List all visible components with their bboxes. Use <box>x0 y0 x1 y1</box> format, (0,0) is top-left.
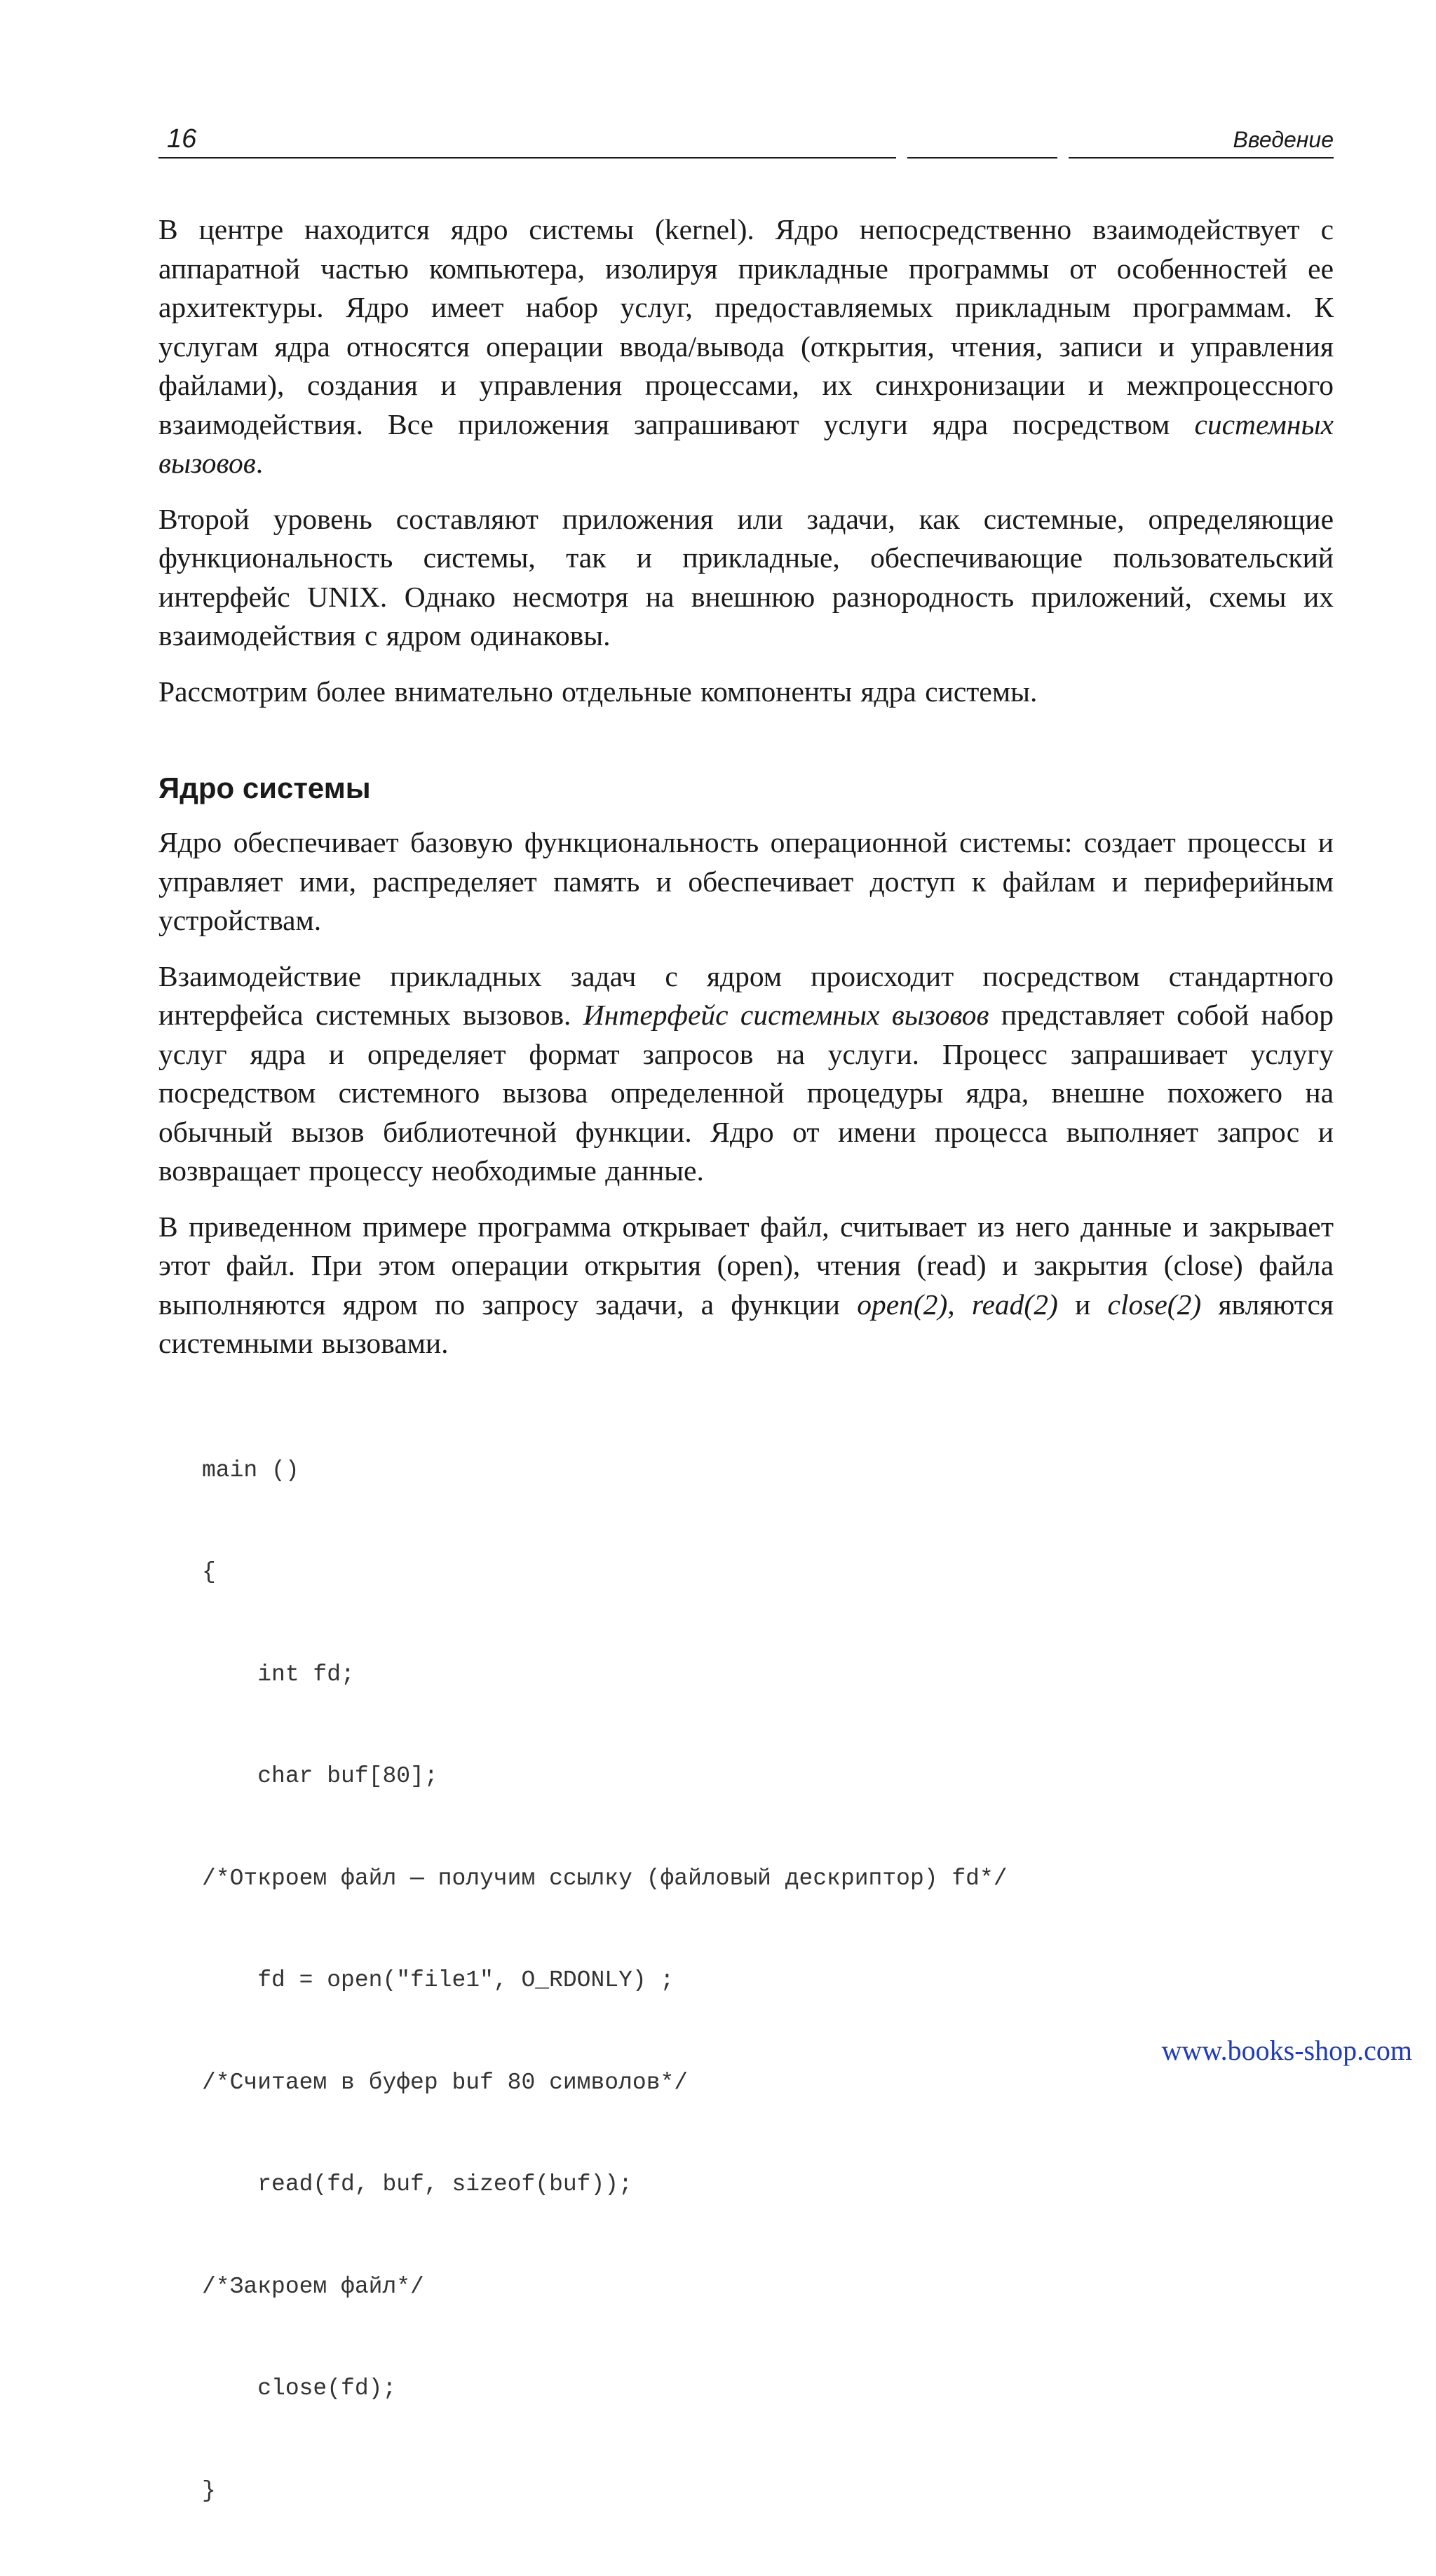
paragraph-second-level: Второй уровень составляют приложения или задачи, как системные, определяющие функциональность системы, так и прикладные, обеспечивающие пользовательский интерфейс UNIX. Однако несмотря на внешнюю разнородность приложений, схемы их взаимодействия с ядром одинаковы. <box>158 500 1334 656</box>
rule-gap <box>1057 156 1069 159</box>
emphasis-term: системных вызовов <box>158 408 1334 480</box>
code-line: int fd; <box>202 1658 1334 1692</box>
code-listing <box>202 1386 1334 2576</box>
page-header <box>158 118 1334 159</box>
section-heading: Ядро системы <box>158 769 1334 808</box>
code-line: fd = open("file1", O_RDONLY) ; <box>202 1964 1334 1998</box>
emphasis-function: close(2) <box>1108 1288 1202 1321</box>
emphasis-term: Интерфейс системных вызовов <box>583 999 989 1031</box>
code-line: { <box>202 1556 1334 1590</box>
paragraph-text: и <box>1058 1288 1108 1321</box>
code-line: /*Считаем в буфер buf 80 символов*/ <box>202 2066 1334 2100</box>
paragraph-kernel-provides: Ядро обеспечивает базовую функциональность операционной системы: создает процессы и управляет ими, распределяет память и обеспечивает доступ к файлам и периферийным устройствам. <box>158 823 1334 940</box>
paragraph-text: В приведенном примере программа открывает файл, считывает из него данные и закрывает этот файл. При этом операции открытия (open), чтения (read) и закрытия (close) файла выполняются ядром по запросу задачи, а функции <box>158 1211 1334 1321</box>
code-line: /*Откроем файл — получим ссылку (файловый дескриптор) fd*/ <box>202 1862 1334 1896</box>
running-head: Введение <box>1233 127 1334 153</box>
code-line: read(fd, buf, sizeof(buf)); <box>202 2168 1334 2202</box>
paragraph-text: . <box>256 447 263 479</box>
code-line: close(fd); <box>202 2372 1334 2406</box>
footer-url: www.books-shop.com <box>1162 2034 1412 2067</box>
paragraph-kernel-intro <box>158 210 1334 483</box>
paragraph-text: В центре находится ядро системы (kernel). Ядро непосредственно взаимодействует с аппаратной частью компьютера, изолируя прикладные программы от особенностей ее архитектуры. Ядро имеет набор услуг, предоставляемых прикладным программам. К услугам ядра относятся операции ввода/вывода (открытия, чтения, записи и управления файлами), создания и управления процессами, их синхронизации и межпроцессного взаимодействия. Все приложения запрашивают услуги ядра посредством <box>158 213 1334 440</box>
paragraph-text: являются системными вызовами. <box>158 1288 1334 1360</box>
code-line: } <box>202 2474 1334 2509</box>
paragraph-text: представляет собой набор услуг ядра и определяет формат запросов на услуги. Процесс запрашивает услугу посредством системного вызова определенной процедуры ядра, внешне похожего на обычный вызов библиотечной функции. Ядро от имени процесса выполняет запрос и возвращает процессу необходимые данные. <box>158 999 1334 1187</box>
code-line: /*Закроем файл*/ <box>202 2270 1334 2305</box>
emphasis-function: open(2), read(2) <box>857 1288 1058 1321</box>
code-line: main () <box>202 1454 1334 1488</box>
rule-gap <box>896 156 907 159</box>
paragraph-syscall-interface <box>158 957 1334 1191</box>
code-line: char buf[80]; <box>202 1760 1334 1794</box>
page-number: 16 <box>167 124 196 154</box>
paragraph-consider: Рассмотрим более внимательно отдельные компоненты ядра системы. <box>158 673 1334 712</box>
paragraph-text: Взаимодействие прикладных задач с ядром происходит посредством стандартного интерфейса системных вызовов. <box>158 960 1334 1032</box>
page-body <box>158 210 1334 2576</box>
paragraph-example <box>158 1208 1334 1363</box>
